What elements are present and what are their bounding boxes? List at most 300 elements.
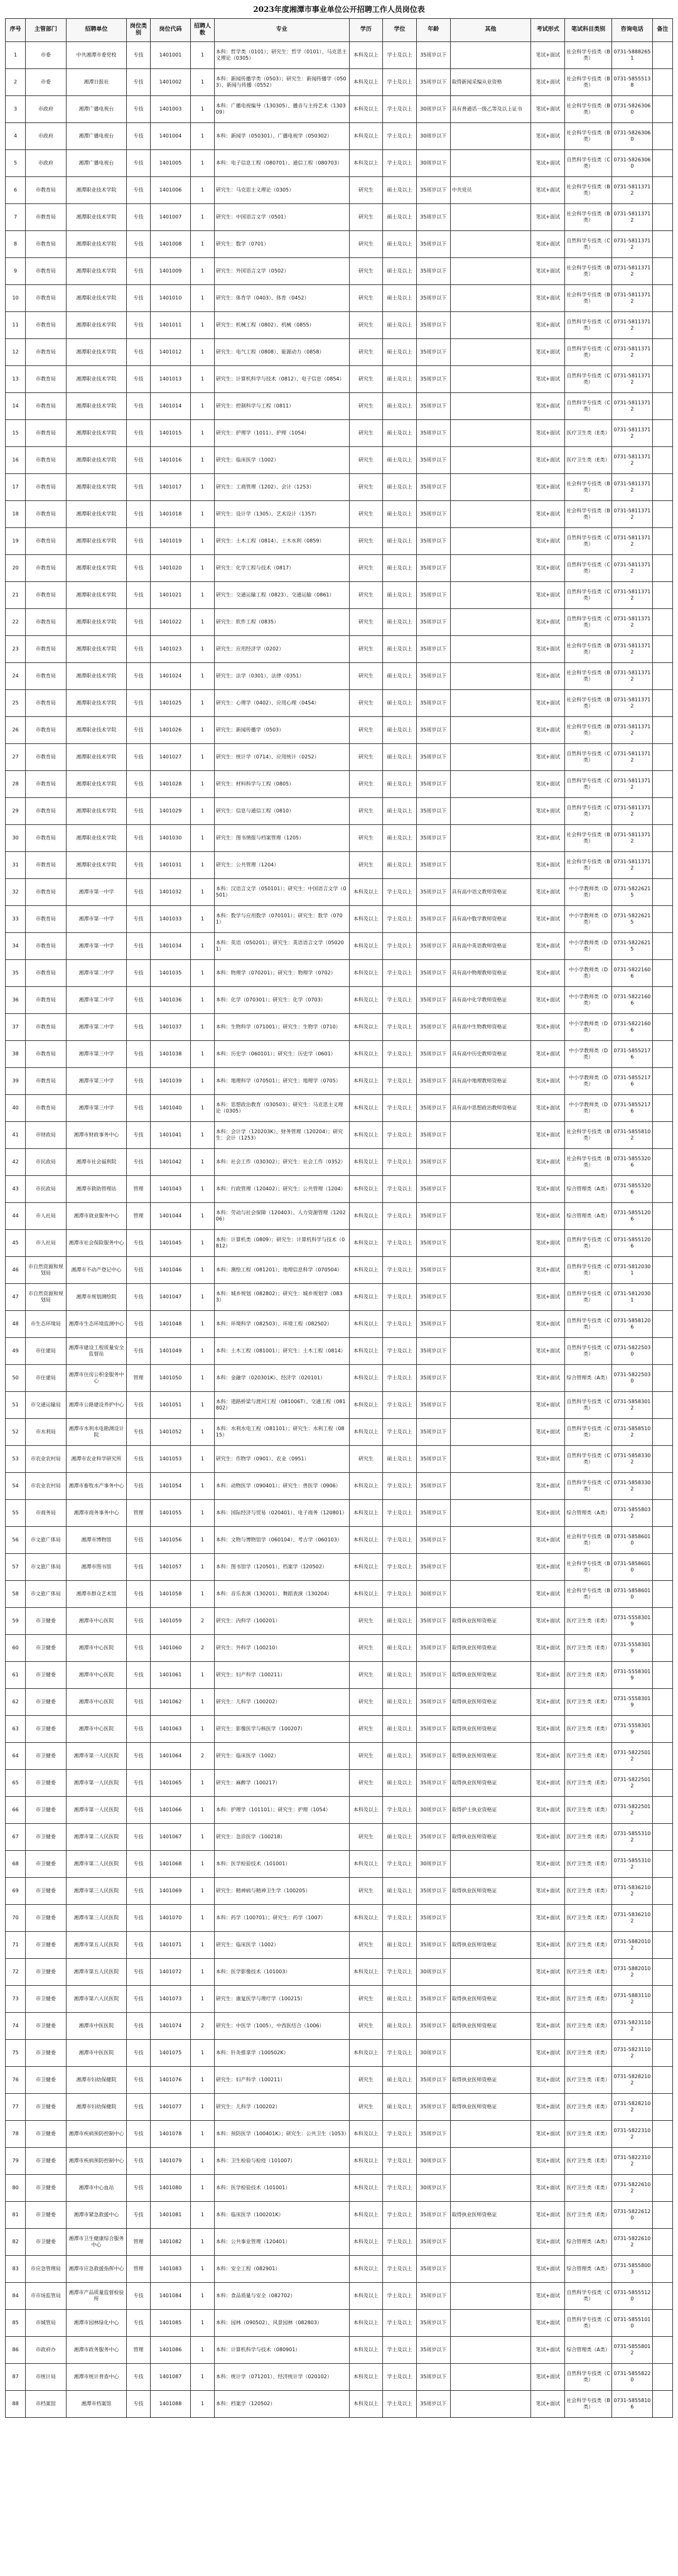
table-cell: 学士及以上 <box>383 1500 417 1527</box>
table-cell: 市民政局 <box>26 1176 66 1203</box>
table-cell: 湘潭市第二中学 <box>66 987 127 1014</box>
table-cell: 笔试+面试 <box>531 1770 565 1797</box>
table-cell <box>450 798 531 825</box>
table-cell: 本科：新闻学（050301）、广播电视学（050302） <box>214 123 349 150</box>
table-cell: 35周岁以下 <box>416 2229 450 2256</box>
table-cell <box>652 1986 672 2013</box>
table-cell: 本科及以上 <box>349 2202 383 2229</box>
table-cell: 本科：会计学（120203K）、财务管理（120204）；研究生：会计（1253） <box>214 1122 349 1149</box>
table-cell: 1401046 <box>150 1257 190 1284</box>
table-cell: 硕士及以上 <box>383 690 417 717</box>
table-cell <box>652 1365 672 1392</box>
table-cell: 综合管理类（A类） <box>565 2256 612 2283</box>
table-cell: 1401007 <box>150 204 190 231</box>
table-cell: 湘潭职业技术学院 <box>66 204 127 231</box>
table-cell <box>652 501 672 528</box>
table-cell: 自然科学专技类（C类） <box>565 528 612 555</box>
table-cell: 专技 <box>127 1095 151 1122</box>
table-cell: 笔试+面试 <box>531 231 565 258</box>
table-cell <box>450 636 531 663</box>
table-cell: 自然科学专技类（C类） <box>565 366 612 393</box>
table-cell: 研究生 <box>349 312 383 339</box>
table-cell: 社会科学专技类（B类） <box>565 69 612 96</box>
table-cell: 市民政局 <box>26 1149 66 1176</box>
table-cell: 35周岁以下 <box>416 987 450 1014</box>
table-row <box>6 1365 673 1392</box>
table-cell: 研究生 <box>349 285 383 312</box>
table-cell: 市人社局 <box>26 1230 66 1257</box>
table-cell: 市教育局 <box>26 987 66 1014</box>
table-cell: 研究生：临床医学（1002） <box>214 1932 349 1959</box>
table-cell: 33 <box>6 906 26 933</box>
table-cell: 35周岁以下 <box>416 528 450 555</box>
table-cell: 研究生：统计学（0714）、应用统计（0252） <box>214 744 349 771</box>
table-cell: 1401060 <box>150 1635 190 1662</box>
table-cell <box>450 123 531 150</box>
table-cell: 0731-58558003 <box>612 2256 652 2283</box>
table-cell: 湘潭市中心医院 <box>66 1716 127 1743</box>
table-cell: 1401084 <box>150 2283 190 2310</box>
table-cell <box>652 69 672 96</box>
table-cell <box>450 771 531 798</box>
table-cell: 本科及以上 <box>349 2337 383 2364</box>
table-cell: 医疗卫生类（E类） <box>565 1770 612 1797</box>
table-cell: 专技 <box>127 1905 151 1932</box>
table-cell: 0731-58552176 <box>612 1068 652 1095</box>
table-cell: 专技 <box>127 771 151 798</box>
table-cell: 硕士及以上 <box>383 1878 417 1905</box>
table-cell: 35周岁以下 <box>416 906 450 933</box>
table-cell: 市卫健委 <box>26 2121 66 2148</box>
table-cell: 笔试+面试 <box>531 1284 565 1311</box>
table-cell: 学士及以上 <box>383 1257 417 1284</box>
table-cell: 市卫健委 <box>26 2202 66 2229</box>
table-cell: 具有高中思想政治教师资格证 <box>450 1095 531 1122</box>
column-header: 咨询电话 <box>612 19 652 42</box>
table-cell: 本科：国际经济与贸易（020401）、电子商务（120801） <box>214 1500 349 1527</box>
table-cell <box>652 1203 672 1230</box>
table-cell: 35周岁以下 <box>416 501 450 528</box>
table-cell: 本科：新闻传播学类（0503）；研究生：新闻传播学（0503）、新闻与传播（0552） <box>214 69 349 96</box>
table-cell: 中小学教师类（D类） <box>565 1068 612 1095</box>
table-cell: 湘潭市水利水电勘测设计院 <box>66 1419 127 1446</box>
table-cell: 35周岁以下 <box>416 69 450 96</box>
table-cell: 学士及以上 <box>383 1311 417 1338</box>
table-cell: 1 <box>191 906 215 933</box>
table-cell: 0731-58551206 <box>612 1203 652 1230</box>
table-cell: 0731-58585102 <box>612 1419 652 1446</box>
table-cell: 0731-58113712 <box>612 636 652 663</box>
table-cell: 1 <box>191 1716 215 1743</box>
table-row <box>6 447 673 474</box>
table-cell: 医疗卫生类（E类） <box>565 2067 612 2094</box>
table-cell: 综合管理类（A类） <box>565 1203 612 1230</box>
table-cell: 1 <box>191 2283 215 2310</box>
table-cell: 44 <box>6 1203 26 1230</box>
table-cell: 研究生：公共管理（1204） <box>214 852 349 879</box>
table-row <box>6 42 673 69</box>
table-cell: 医疗卫生类（E类） <box>565 2121 612 2148</box>
table-cell: 本科：医学检验技术（101001） <box>214 2175 349 2202</box>
table-cell: 41 <box>6 1122 26 1149</box>
table-cell: 1401066 <box>150 1797 190 1824</box>
table-cell: 研究生 <box>349 1662 383 1689</box>
table-cell: 0731-58113712 <box>612 771 652 798</box>
table-cell: 笔试+面试 <box>531 420 565 447</box>
table-cell: 社会科学专技类（B类） <box>565 2391 612 2418</box>
table-cell: 本科：哲学类（0101）；研究生：哲学（0101）、马克思主义理论（0305） <box>214 42 349 69</box>
table-cell: 研究生：体育学（0403）、体育（0452） <box>214 285 349 312</box>
table-cell: 医疗卫生类（E类） <box>565 1608 612 1635</box>
table-cell: 湘潭市中医医院 <box>66 2040 127 2067</box>
table-cell: 湘潭市中心血站 <box>66 2175 127 2202</box>
table-cell: 1401027 <box>150 744 190 771</box>
table-cell: 82 <box>6 2229 26 2256</box>
table-cell: 研究生 <box>349 1770 383 1797</box>
table-cell: 研究生 <box>349 1608 383 1635</box>
table-cell: 医疗卫生类（E类） <box>565 1905 612 1932</box>
table-cell: 本科：水利水电工程（081101）；研究生：水利工程（0815） <box>214 1419 349 1446</box>
table-cell: 35周岁以下 <box>416 555 450 582</box>
table-cell: 1401006 <box>150 177 190 204</box>
table-row <box>6 204 673 231</box>
table-cell: 笔试+面试 <box>531 501 565 528</box>
table-cell: 39 <box>6 1068 26 1095</box>
table-cell: 本科及以上 <box>349 1176 383 1203</box>
table-cell: 具有高中地理教师资格证 <box>450 1068 531 1095</box>
table-cell: 35周岁以下 <box>416 42 450 69</box>
table-cell: 湘潭职业技术学院 <box>66 744 127 771</box>
table-cell <box>652 312 672 339</box>
table-cell: 研究生 <box>349 1878 383 1905</box>
table-cell: 研究生 <box>349 1986 383 2013</box>
table-cell: 湘潭市中心医院 <box>66 1689 127 1716</box>
table-cell: 市教育局 <box>26 852 66 879</box>
table-cell: 本科：行政管理（120402）；研究生：公共管理（1204） <box>214 1176 349 1203</box>
table-cell <box>652 1797 672 1824</box>
table-cell <box>652 1311 672 1338</box>
table-cell: 35周岁以下 <box>416 1068 450 1095</box>
table-cell: 2 <box>191 1608 215 1635</box>
table-cell: 1401063 <box>150 1716 190 1743</box>
table-cell: 0731-58583302 <box>612 1446 652 1473</box>
table-cell: 1401038 <box>150 1041 190 1068</box>
table-row <box>6 2364 673 2391</box>
table-cell: 学士及以上 <box>383 2175 417 2202</box>
table-cell: 学士及以上 <box>383 1581 417 1608</box>
table-cell: 笔试+面试 <box>531 2310 565 2337</box>
table-cell: 35周岁以下 <box>416 1284 450 1311</box>
table-cell: 湘潭市第三人民医院 <box>66 1905 127 1932</box>
table-row <box>6 177 673 204</box>
table-cell: 自然科学专技类（C类） <box>565 582 612 609</box>
table-cell: 35周岁以下 <box>416 2391 450 2418</box>
table-cell: 84 <box>6 2283 26 2310</box>
table-cell: 1 <box>191 1905 215 1932</box>
table-cell: 1 <box>191 1284 215 1311</box>
table-cell: 30周岁以下 <box>416 1851 450 1878</box>
table-cell: 具有高中物理教师资格证 <box>450 960 531 987</box>
table-cell: 笔试+面试 <box>531 933 565 960</box>
table-cell: 笔试+面试 <box>531 1176 565 1203</box>
table-cell: 72 <box>6 1959 26 1986</box>
table-cell <box>450 2040 531 2067</box>
table-cell: 自然科学专技类（C类） <box>565 339 612 366</box>
table-cell: 42 <box>6 1149 26 1176</box>
table-cell: 硕士及以上 <box>383 474 417 501</box>
table-cell: 管理 <box>127 2229 151 2256</box>
table-cell: 湘潭市图书馆 <box>66 1554 127 1581</box>
table-cell: 市教育局 <box>26 582 66 609</box>
table-cell: 取得执业医师资格证 <box>450 1635 531 1662</box>
table-cell: 湘潭市规划测绘院 <box>66 1284 127 1311</box>
table-cell <box>652 798 672 825</box>
table-cell: 1401052 <box>150 1419 190 1446</box>
table-cell: 35周岁以下 <box>416 420 450 447</box>
table-cell: 0731-58113712 <box>612 312 652 339</box>
column-header: 笔试科目类别 <box>565 19 612 42</box>
table-cell: 湘潭职业技术学院 <box>66 285 127 312</box>
table-cell: 1 <box>191 285 215 312</box>
table-cell <box>652 1095 672 1122</box>
table-cell <box>652 1608 672 1635</box>
table-cell: 中小学教师类（D类） <box>565 879 612 906</box>
table-cell: 市农业农村局 <box>26 1473 66 1500</box>
table-cell: 0731-55583019 <box>612 1635 652 1662</box>
table-row <box>6 2391 673 2418</box>
table-cell: 本科及以上 <box>349 1905 383 1932</box>
table-cell: 1 <box>191 690 215 717</box>
table-cell: 1 <box>191 1770 215 1797</box>
table-cell: 0731-55583019 <box>612 1716 652 1743</box>
table-cell: 本科：医学检验技术（101001） <box>214 1851 349 1878</box>
table-cell: 湘潭市商务事务中心 <box>66 1500 127 1527</box>
table-cell <box>652 1500 672 1527</box>
table-cell: 1 <box>191 933 215 960</box>
table-cell: 笔试+面试 <box>531 366 565 393</box>
table-cell: 管理 <box>127 2337 151 2364</box>
table-cell: 笔试+面试 <box>531 1095 565 1122</box>
table-cell: 专技 <box>127 960 151 987</box>
table-cell <box>450 1419 531 1446</box>
table-row <box>6 1338 673 1365</box>
table-cell: 湘潭职业技术学院 <box>66 231 127 258</box>
table-row <box>6 1014 673 1041</box>
table-cell: 湘潭市财政事务中心 <box>66 1122 127 1149</box>
table-cell: 专技 <box>127 1689 151 1716</box>
table-cell: 笔试+面试 <box>531 1716 565 1743</box>
table-cell <box>652 150 672 177</box>
table-cell: 笔试+面试 <box>531 1311 565 1338</box>
table-cell <box>450 2337 531 2364</box>
column-header: 考试形式 <box>531 19 565 42</box>
table-cell: 研究生 <box>349 825 383 852</box>
table-cell: 自然科学专技类（C类） <box>565 744 612 771</box>
table-cell: 湘潭职业技术学院 <box>66 582 127 609</box>
table-row <box>6 528 673 555</box>
table-row <box>6 1257 673 1284</box>
table-cell: 市教育局 <box>26 258 66 285</box>
column-header: 主管部门 <box>26 19 66 42</box>
table-cell: 67 <box>6 1824 26 1851</box>
table-cell: 湘潭职业技术学院 <box>66 312 127 339</box>
table-cell: 专技 <box>127 2391 151 2418</box>
table-cell: 35周岁以下 <box>416 744 450 771</box>
table-cell: 湘潭职业技术学院 <box>66 825 127 852</box>
table-cell: 笔试+面试 <box>531 1068 565 1095</box>
table-cell: 专技 <box>127 2013 151 2040</box>
table-cell: 研究生 <box>349 2013 383 2040</box>
table-cell: 0731-58113712 <box>612 231 652 258</box>
table-cell: 市卫健委 <box>26 2175 66 2202</box>
column-header: 学历 <box>349 19 383 42</box>
table-row <box>6 1122 673 1149</box>
table-cell <box>450 150 531 177</box>
document-title: 2023年度湘潭市事业单位公开招聘工作人员岗位表 <box>253 5 425 14</box>
table-cell: 市教育局 <box>26 366 66 393</box>
table-cell: 30周岁以下 <box>416 150 450 177</box>
table-cell: 笔试+面试 <box>531 1527 565 1554</box>
table-cell: 1401045 <box>150 1230 190 1257</box>
table-cell: 市卫健委 <box>26 1851 66 1878</box>
table-cell: 市教育局 <box>26 1014 66 1041</box>
table-cell: 学士及以上 <box>383 150 417 177</box>
table-cell: 研究生 <box>349 1743 383 1770</box>
table-cell: 专技 <box>127 663 151 690</box>
table-cell: 硕士及以上 <box>383 1716 417 1743</box>
table-cell: 1 <box>191 1014 215 1041</box>
table-cell: 1 <box>191 2148 215 2175</box>
table-cell: 46 <box>6 1257 26 1284</box>
table-cell: 35周岁以下 <box>416 177 450 204</box>
table-cell: 1 <box>191 2229 215 2256</box>
table-cell: 35周岁以下 <box>416 393 450 420</box>
table-cell <box>652 933 672 960</box>
table-row <box>6 1635 673 1662</box>
table-cell: 0731-55583019 <box>612 1662 652 1689</box>
table-cell: 市政府 <box>26 96 66 123</box>
table-row <box>6 1068 673 1095</box>
table-cell: 本科：土木工程（081001）；研究生：土木工程（0814） <box>214 1338 349 1365</box>
table-cell: 学士及以上 <box>383 42 417 69</box>
table-cell: 学士及以上 <box>383 2391 417 2418</box>
table-cell: 硕士及以上 <box>383 2094 417 2121</box>
table-cell: 笔试+面试 <box>531 1230 565 1257</box>
table-cell: 笔试+面试 <box>531 2229 565 2256</box>
table-cell: 35周岁以下 <box>416 339 450 366</box>
table-cell: 学士及以上 <box>383 1338 417 1365</box>
table-cell: 本科：统计学（071201）、经济统计学（020102） <box>214 2364 349 2391</box>
table-cell: 研究生 <box>349 717 383 744</box>
table-cell: 学士及以上 <box>383 1959 417 1986</box>
table-cell: 学士及以上 <box>383 1392 417 1419</box>
table-cell: 35周岁以下 <box>416 1500 450 1527</box>
table-cell: 1 <box>191 744 215 771</box>
table-cell: 专技 <box>127 1473 151 1500</box>
table-cell: 1 <box>191 2067 215 2094</box>
table-cell: 本科：档案学（120502） <box>214 2391 349 2418</box>
table-cell: 市卫健委 <box>26 1905 66 1932</box>
table-cell <box>450 690 531 717</box>
table-cell: 笔试+面试 <box>531 1149 565 1176</box>
table-cell: 35周岁以下 <box>416 1014 450 1041</box>
table-cell: 具有高中化学教师资格证 <box>450 987 531 1014</box>
table-cell: 1401028 <box>150 771 190 798</box>
table-cell: 具有高中英语教师资格证 <box>450 933 531 960</box>
table-cell: 本科：测绘工程（081201）、地理信息科学（070504） <box>214 1257 349 1284</box>
table-cell: 本科及以上 <box>349 1041 383 1068</box>
table-cell: 专技 <box>127 852 151 879</box>
table-row <box>6 2094 673 2121</box>
table-cell <box>652 42 672 69</box>
table-cell: 湘潭职业技术学院 <box>66 609 127 636</box>
table-cell <box>652 1932 672 1959</box>
table-cell: 0731-58831102 <box>612 1986 652 2013</box>
table-cell: 1401064 <box>150 1743 190 1770</box>
table-cell: 研究生：外国语言文学（0502） <box>214 258 349 285</box>
table-cell: 笔试+面试 <box>531 2013 565 2040</box>
table-cell: 硕士及以上 <box>383 258 417 285</box>
table-cell: 0731-58113712 <box>612 204 652 231</box>
table-cell: 笔试+面试 <box>531 1257 565 1284</box>
table-cell: 硕士及以上 <box>383 825 417 852</box>
table-cell: 35周岁以下 <box>416 1149 450 1176</box>
table-cell: 自然科学专技类（C类） <box>565 1257 612 1284</box>
table-cell: 35周岁以下 <box>416 717 450 744</box>
table-cell: 1401013 <box>150 366 190 393</box>
table-cell: 中小学教师类（D类） <box>565 933 612 960</box>
table-cell: 0731-58552176 <box>612 1095 652 1122</box>
table-cell: 市教育局 <box>26 663 66 690</box>
table-cell: 48 <box>6 1311 26 1338</box>
table-cell <box>652 2013 672 2040</box>
table-cell: 社会科学专技类（B类） <box>565 474 612 501</box>
table-cell <box>652 123 672 150</box>
table-cell: 具有高中语文教师资格证 <box>450 879 531 906</box>
table-cell: 30周岁以下 <box>416 1959 450 1986</box>
table-cell: 硕士及以上 <box>383 1608 417 1635</box>
table-cell <box>450 1203 531 1230</box>
table-cell: 社会科学专技类（B类） <box>565 123 612 150</box>
table-cell: 医疗卫生类（E类） <box>565 1986 612 2013</box>
table-cell: 硕士及以上 <box>383 1662 417 1689</box>
table-cell: 1 <box>191 42 215 69</box>
table-cell: 1401044 <box>150 1203 190 1230</box>
table-cell: 湘潭职业技术学院 <box>66 852 127 879</box>
table-cell: 1401041 <box>150 1122 190 1149</box>
table-cell: 笔试+面试 <box>531 1662 565 1689</box>
table-cell: 专技 <box>127 1743 151 1770</box>
table-cell: 专技 <box>127 1554 151 1581</box>
table-cell: 1 <box>191 1581 215 1608</box>
table-cell: 86 <box>6 2337 26 2364</box>
table-cell: 笔试+面试 <box>531 879 565 906</box>
table-cell: 专技 <box>127 2148 151 2175</box>
table-cell: 0731-58113712 <box>612 690 652 717</box>
table-cell <box>652 906 672 933</box>
table-cell: 研究生：作物学（0901）、农业（0951） <box>214 1446 349 1473</box>
table-cell: 自然科学专技类（C类） <box>565 1338 612 1365</box>
table-cell: 专技 <box>127 1122 151 1149</box>
table-cell: 笔试+面试 <box>531 636 565 663</box>
table-cell: 笔试+面试 <box>531 1473 565 1500</box>
table-cell: 35周岁以下 <box>416 1419 450 1446</box>
table-cell: 市卫健委 <box>26 2067 66 2094</box>
table-cell: 自然科学专技类（C类） <box>565 609 612 636</box>
table-cell: 市教育局 <box>26 1068 66 1095</box>
table-cell: 35 <box>6 960 26 987</box>
table-cell <box>652 1014 672 1041</box>
